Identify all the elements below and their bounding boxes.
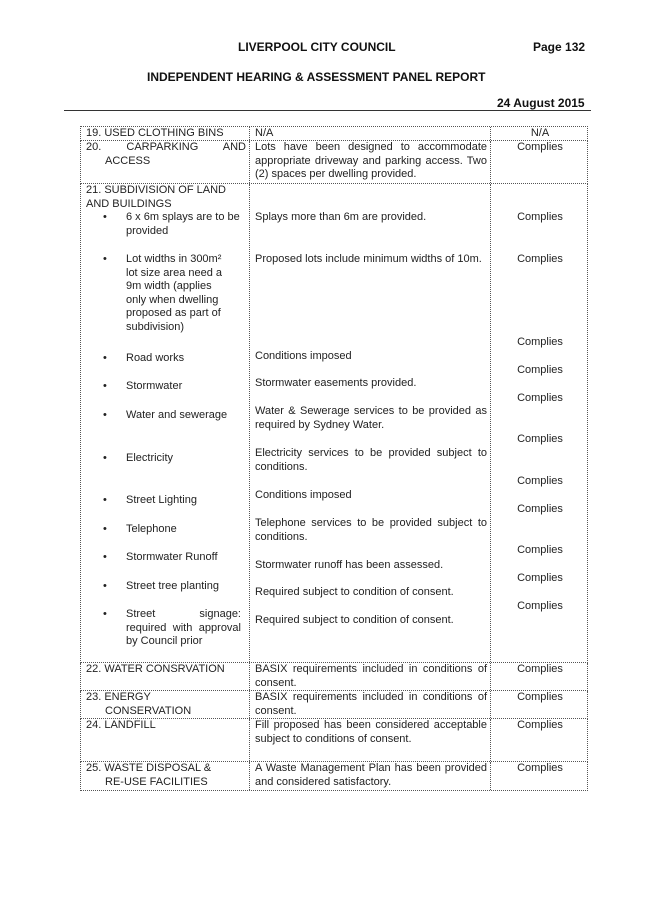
- table-row-25: [80, 762, 588, 791]
- table-row-20: [80, 141, 588, 184]
- status-street-tree: Complies: [517, 572, 563, 584]
- row-22-status: Complies: [517, 663, 563, 675]
- status-street-lighting: Complies: [517, 475, 563, 487]
- table-row-22: [80, 663, 588, 691]
- row-20-item-b: ACCESS: [105, 154, 151, 167]
- comment-splays: Splays more than 6m are provided.: [255, 211, 427, 223]
- row-25-status: Complies: [517, 762, 563, 774]
- row-25-comment: A Waste Management Plan has been provided and considered satisfactory.: [255, 762, 487, 788]
- row-23-status: Complies: [517, 691, 563, 703]
- comment-water-sewerage: Water & Sewerage services to be provided as required by Sydney Water.: [255, 405, 487, 431]
- row-19-item: 19. USED CLOTHING BINS: [86, 127, 224, 139]
- report-title: INDEPENDENT HEARING & ASSESSMENT PANEL REPORT: [147, 70, 486, 84]
- table-row-24: [80, 719, 588, 762]
- status-lot-widths: Complies: [517, 253, 563, 265]
- status-stormwater-runoff: Complies: [517, 544, 563, 556]
- row-25-item-b: RE-USE FACILITIES: [105, 775, 208, 788]
- status-street-signage: Complies: [517, 600, 563, 612]
- row-24-status: Complies: [517, 719, 563, 731]
- row-22-comment: BASIX requirements included in conditions of consent.: [255, 663, 487, 689]
- comment-electricity: Electricity services to be provided subject to conditions.: [255, 447, 487, 473]
- comment-lot-widths: Proposed lots include minimum widths of 10m.: [255, 253, 482, 265]
- status-road-works: Complies: [517, 336, 563, 348]
- header-rule: [64, 110, 591, 111]
- table-row-23: [80, 691, 588, 719]
- row-19-status: N/A: [530, 127, 550, 139]
- row-21-item: 21. SUBDIVISION OF LAND AND BUILDINGS: [86, 184, 226, 210]
- row-23-item-b: CONSERVATION: [105, 704, 192, 717]
- status-electricity: Complies: [517, 433, 563, 445]
- row-25-item-a: 25. WASTE DISPOSAL &: [86, 762, 212, 774]
- page-number: Page 132: [533, 40, 586, 54]
- comment-road-works: Conditions imposed: [255, 350, 352, 362]
- row-19-comment: N/A: [255, 127, 274, 139]
- row-20-comment: Lots have been designed to accommodate appropriate driveway and parking access. Two (2) spaces per dwelling provided.: [255, 141, 487, 181]
- council-name: LIVERPOOL CITY COUNCIL: [238, 40, 396, 54]
- status-stormwater: Complies: [517, 364, 563, 376]
- comment-street-lighting: Conditions imposed: [255, 489, 352, 501]
- report-date: 24 August 2015: [497, 96, 585, 110]
- comment-street-signage: Required subject to condition of consent.: [255, 614, 454, 626]
- row-24-comment: Fill proposed has been considered acceptable subject to conditions of consent.: [255, 719, 487, 745]
- status-telephone: Complies: [517, 503, 563, 515]
- comment-telephone: Telephone services to be provided subject to conditions.: [255, 517, 487, 543]
- comment-stormwater: Stormwater easements provided.: [255, 377, 417, 389]
- table-row-21: 21. SUBDIVISION OF LAND AND BUILDINGS • 6 x 6m splays are to be provided Splays more than 6m are provided. Complies • Lot widths in 300m² lot size area need a 9m width (applies only when dwelling proposed as part of subdivision) Proposed lots include minimum widths of 10m. Complies • Road works Conditions imposed Complies • Stormwater Stormwater easements provided. Complies • Water and sewerage Water & Sewerage services to be provided as required by Sydney Water. Complies • Electricity Electricity services to be provided subject to conditions. Complies • Street Lighting Conditions imposed Complies • Telephone Telephone services to be provided subject to conditions. Complies • Stormwater Runoff Stormwater runoff has been assessed. Complies • Street tree planting Required subject to condition of consent. Complies • Street signage: required with approval by Council prior Required subject to condition of consent. Complies: [80, 184, 588, 663]
- row-23-item-a: 23. ENERGY: [86, 691, 151, 703]
- table-row-19: [80, 126, 588, 141]
- comment-street-tree: Required subject to condition of consent.: [255, 586, 454, 598]
- comment-stormwater-runoff: Stormwater runoff has been assessed.: [255, 559, 444, 571]
- row-24-item: 24. LANDFILL: [86, 719, 156, 731]
- row-20-item-a: 20. CARPARKING AND: [86, 141, 246, 153]
- row-23-comment: BASIX requirements included in conditions of consent.: [255, 691, 487, 717]
- row-20-status: Complies: [517, 141, 563, 153]
- row-22-item: 22. WATER CONSRVATION: [86, 663, 225, 675]
- status-water-sewerage: Complies: [517, 392, 563, 404]
- status-splays: Complies: [517, 211, 563, 223]
